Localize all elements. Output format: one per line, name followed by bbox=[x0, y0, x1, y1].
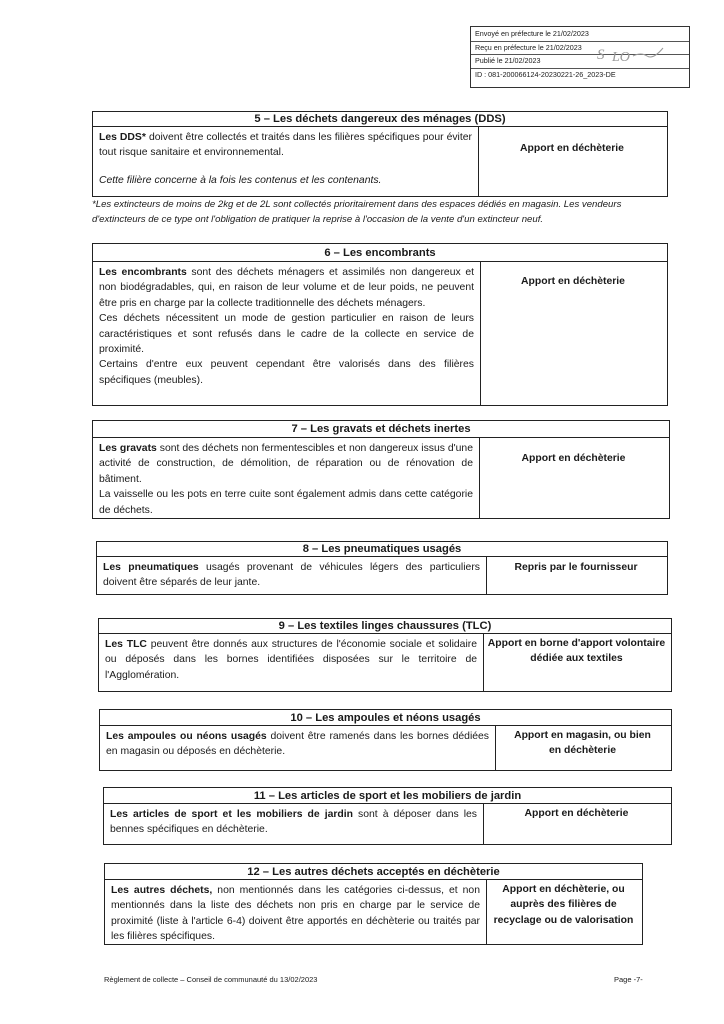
section-9-lead: Les TLC bbox=[105, 639, 147, 650]
section-10-disposal-mode: Apport en magasin, ou bien en déchèterie bbox=[514, 730, 651, 757]
section-11 bbox=[103, 787, 672, 845]
section-5-description bbox=[93, 127, 479, 196]
section-5-disposal-mode: Apport en déchèterie bbox=[520, 143, 624, 154]
section-7-para2: La vaisselle ou les pots en terre cuite sont également admis dans cette catégorie de déchets. bbox=[99, 489, 473, 516]
section-9 bbox=[98, 618, 672, 692]
section-6-title: 6 – Les encombrants bbox=[93, 244, 667, 262]
section-8-lead: Les pneumatiques bbox=[103, 562, 199, 573]
section-12-lead: Les autres déchets, bbox=[111, 885, 213, 896]
stamp-received: Reçu en préfecture le 21/02/2023 bbox=[471, 41, 689, 55]
section-7-lead: Les gravats bbox=[99, 443, 157, 454]
section-5-lead: Les DDS* bbox=[99, 132, 146, 143]
section-8-disposal-mode: Repris par le fournisseur bbox=[514, 562, 638, 573]
section-6-text: sont des déchets ménagers et assimilés non dangereux et non biodégradables, qui, en raison de leur volume et de leur poids, ne peuvent être pris en charge par la collecte traditionnelle des déchets ménagers. bbox=[99, 267, 474, 309]
section-11-description bbox=[104, 804, 484, 844]
section-6-para3: Certains d'entre eux peuvent cependant être valorisés dans des filières spécifiques (meubles). bbox=[99, 359, 474, 386]
section-7-text: sont des déchets non fermentescibles et non dangereux issus d'une activité de construction, de démolition, de réparation ou de rénovation de bâtiment. bbox=[99, 443, 473, 485]
section-6-lead: Les encombrants bbox=[99, 267, 187, 278]
stamp-id: ID : 081-200066124-20230221-26_2023-DE bbox=[471, 68, 689, 82]
stamp-sent: Envoyé en préfecture le 21/02/2023 bbox=[475, 29, 589, 38]
section-10 bbox=[99, 709, 672, 771]
section-10-text: doivent être ramenés dans les bornes dédiées en magasin ou déposés en déchèterie. bbox=[106, 731, 490, 758]
section-8-text: usagés provenant de véhicules légers des particuliers doivent être séparés de leur jante. bbox=[103, 562, 480, 589]
svg-text:LO: LO bbox=[612, 50, 630, 65]
section-11-disposal-mode: Apport en déchèterie bbox=[524, 808, 629, 819]
page-number: Page -7- bbox=[614, 975, 643, 984]
section-6-description bbox=[93, 262, 481, 405]
section-9-description bbox=[99, 634, 484, 691]
stamp-published: Publié le 21/02/2023 bbox=[471, 54, 689, 68]
signature-mark bbox=[595, 42, 665, 66]
section-8-title: 8 – Les pneumatiques usagés bbox=[97, 542, 667, 557]
section-8-description bbox=[97, 557, 487, 594]
section-7-disposal-mode: Apport en déchèterie bbox=[521, 453, 626, 464]
section-11-title: 11 – Les articles de sport et les mobiliers de jardin bbox=[104, 788, 671, 804]
section-7 bbox=[92, 420, 670, 519]
section-9-text: peuvent être donnés aux structures de l'économie sociale et solidaire ou déposés dans les bornes identifiées disposées sur le territoire de l'Agglomération. bbox=[105, 639, 477, 681]
section-12 bbox=[104, 863, 643, 945]
section-5 bbox=[92, 111, 668, 197]
section-5-italic: Cette filière concerne à la fois les contenus et les contenants. bbox=[99, 174, 382, 186]
section-11-text: sont à déposer dans les bennes spécifiques en déchèterie. bbox=[110, 809, 477, 836]
section-11-lead: Les articles de sport et les mobiliers de jardin bbox=[110, 809, 354, 820]
section-9-title: 9 – Les textiles linges chaussures (TLC) bbox=[99, 619, 671, 634]
section-12-description bbox=[105, 880, 487, 944]
section-5-title: 5 – Les déchets dangereux des ménages (DDS) bbox=[93, 112, 667, 127]
section-6-para2: Ces déchets nécessitent un mode de gestion particulier en raison de leurs caractéristiques et sont refusés dans le cadre de la collecte en service de proximité. bbox=[99, 313, 474, 356]
section-12-text: non mentionnés dans les catégories ci-dessus, et non mentionnés dans la liste des déchets non pris en charge par le service de proximité (liste à l'article 6-4) doivent être apportés en déchèterie ou traités par les filières spécifiques. bbox=[111, 885, 480, 943]
section-8 bbox=[96, 541, 668, 595]
section-9-disposal-mode: Apport en borne d'apport volontaire dédiée aux textiles bbox=[487, 638, 666, 665]
svg-text:S: S bbox=[597, 47, 605, 63]
section-7-description bbox=[93, 438, 480, 518]
section-6-disposal-mode: Apport en déchèterie bbox=[521, 276, 625, 287]
footer-regulation: Règlement de collecte – Conseil de communauté du 13/02/2023 bbox=[104, 975, 318, 984]
section-12-title: 12 – Les autres déchets acceptés en déchèterie bbox=[105, 864, 642, 880]
section-10-description bbox=[100, 726, 496, 770]
section-6 bbox=[92, 243, 668, 406]
section-10-title: 10 – Les ampoules et néons usagés bbox=[100, 710, 671, 726]
section-5-text: doivent être collectés et traités dans les filières spécifiques pour éviter tout risque sanitaire et environnemental. bbox=[99, 132, 472, 159]
section-7-title: 7 – Les gravats et déchets inertes bbox=[93, 421, 669, 438]
section-12-disposal-mode: Apport en déchèterie, ou auprès des filières de recyclage ou de valorisation bbox=[493, 884, 634, 926]
section-10-lead: Les ampoules ou néons usagés bbox=[106, 731, 267, 742]
extinguisher-footnote: *Les extincteurs de moins de 2kg et de 2L sont collectés prioritairement dans des espaces dédiés en magasin. Les vendeurs d'extincteurs de ce type ont l'obligation de pratiquer la reprise à l'occasion de la vente d'un extincteur neuf. bbox=[92, 199, 622, 225]
